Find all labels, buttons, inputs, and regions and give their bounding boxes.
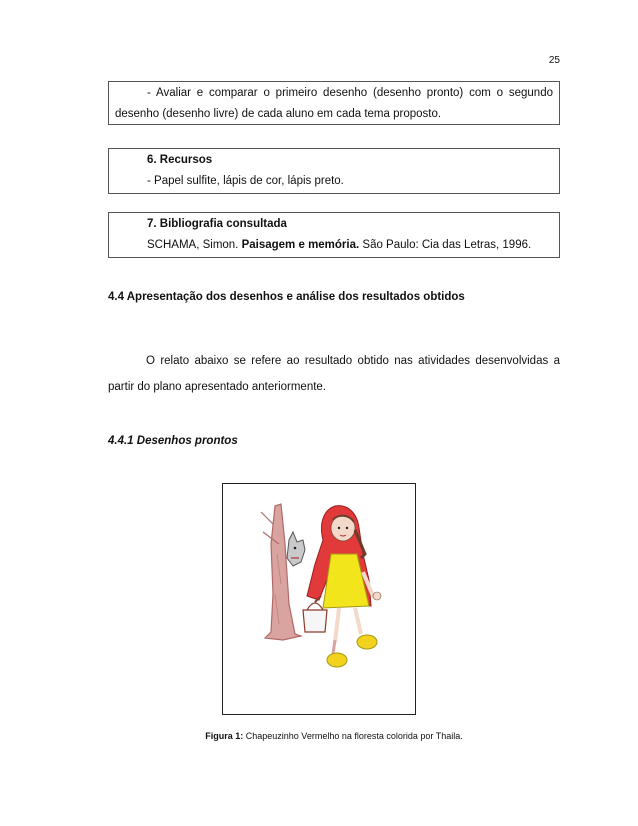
resources-text: - Papel sulfite, lápis de cor, lápis preto. [147, 175, 344, 187]
section-heading: 4.4 Apresentação dos desenhos e análise dos resultados obtidos [108, 291, 465, 303]
page-number: 25 [548, 55, 560, 66]
bibliography-title: Paisagem e memória. [241, 239, 360, 251]
resources-heading: 6. Recursos [147, 154, 213, 166]
subsection-heading: 4.4.1 Desenhos prontos [108, 435, 238, 447]
resources-box [108, 148, 560, 194]
figure-caption [108, 731, 560, 741]
evaluation-line-1: - Avaliar e comparar o primeiro desenho (desenho pronto) com o segundo [147, 87, 553, 99]
figure-caption-label: Figura 1: [205, 731, 244, 741]
paragraph-line-2: partir do plano apresentado anteriormente. [108, 381, 327, 393]
bibliography-author: SCHAMA, Simon. [147, 239, 242, 251]
figure-caption-text: Chapeuzinho Vermelho na floresta colorida por Thaila. [243, 731, 463, 741]
drawing-figure [222, 483, 416, 715]
bibliography-publisher: São Paulo: Cia das Letras, 1996. [359, 239, 532, 251]
body-paragraph [108, 348, 560, 400]
evaluation-box [108, 81, 560, 125]
bibliography-heading: 7. Bibliografia consultada [147, 218, 287, 230]
bibliography-box [108, 212, 560, 258]
bibliography-entry [147, 235, 553, 256]
paragraph-line-1: O relato abaixo se refere ao resultado obtido nas atividades desenvolvidas a [146, 355, 560, 367]
red-riding-hood-drawing [223, 484, 415, 714]
evaluation-line-2: desenho (desenho livre) de cada aluno em cada tema proposto. [115, 108, 442, 120]
